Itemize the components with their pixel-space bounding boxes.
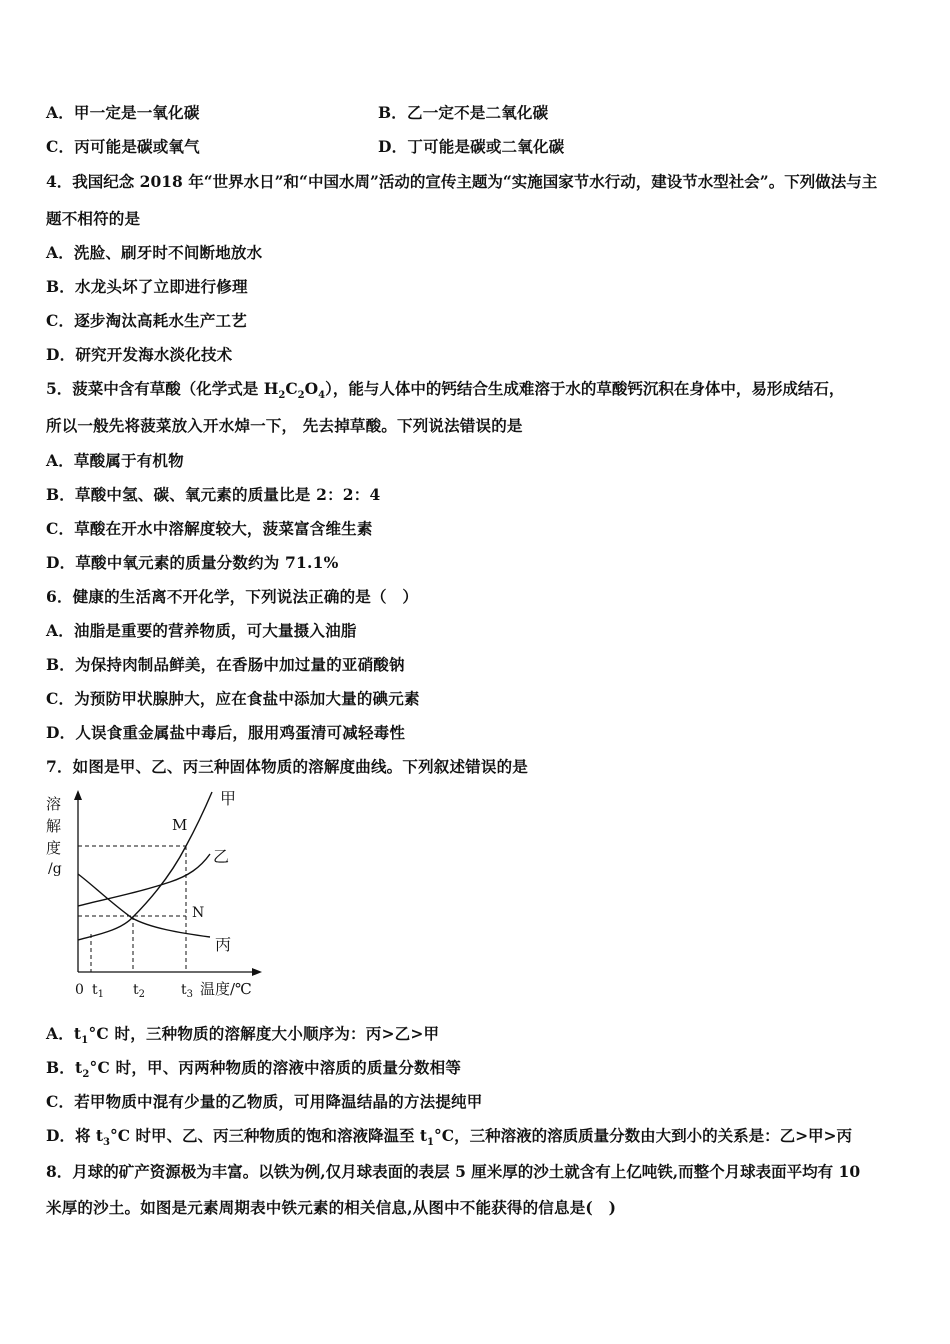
solubility-curve-figure bbox=[40, 782, 280, 1004]
q4-option-c: C．逐步淘汰高耗水生产工艺 bbox=[46, 311, 247, 330]
q7-option-a: A．$t_1^\circ C$ 时，三种物质的溶解度大小顺序为：丙>乙>甲 bbox=[46, 1024, 440, 1047]
q5-option-d: D．草酸中氧元素的质量分数约为 71.1% bbox=[46, 553, 339, 572]
q6-option-b: B．为保持肉制品鲜美，在香肠中加过量的亚硝酸钠 bbox=[46, 655, 405, 674]
q4-stem-line2: 题不相符的是 bbox=[46, 209, 141, 228]
q3-option-b: B．乙一定不是二氧化碳 bbox=[378, 103, 549, 122]
q8-stem-line1: 8．月球的矿产资源极为丰富。以铁为例,仅月球表面的表层 5 厘米厚的沙土就含有上亿吨铁,而整个月球表面平均有 10 bbox=[46, 1162, 861, 1181]
y-label-1: 溶 bbox=[46, 795, 62, 813]
curve-jia-label: 甲 bbox=[220, 789, 237, 808]
q7-option-d: D．将 $t_3^\circ C$ 时甲、乙、丙三种物质的饱和溶液降温至 $t_1^\circ C$，三种溶液的溶质质量分数由大到小的关系是：乙>甲>丙 bbox=[46, 1126, 853, 1149]
y-label-4: /g bbox=[48, 861, 62, 877]
q5-option-c: C．草酸在开水中溶解度较大，菠菜富含维生素 bbox=[46, 519, 373, 538]
q4-option-a: A．洗脸、刷牙时不间断地放水 bbox=[46, 243, 263, 262]
curve-bing-label: 丙 bbox=[215, 935, 232, 954]
x-axis-arrow bbox=[252, 968, 262, 976]
tick-t3: $t_3$ bbox=[181, 982, 194, 1000]
q7-stem: 7．如图是甲、乙、丙三种固体物质的溶解度曲线。下列叙述错误的是 bbox=[46, 757, 528, 776]
q5-option-b: B．草酸中氢、碳、氧元素的质量比是 2：2：4 bbox=[46, 485, 381, 504]
point-m-label: M bbox=[172, 816, 188, 834]
q5-option-a: A．草酸属于有机物 bbox=[46, 451, 184, 470]
q4-option-d: D．研究开发海水淡化技术 bbox=[46, 345, 233, 364]
y-label-3: 度 bbox=[46, 839, 62, 857]
q4-stem-line1: 4．我国纪念 2018 年“世界水日”和“中国水周”活动的宣传主题为“实施国家节水行动，建设节水型社会”。下列做法与主 bbox=[46, 172, 878, 191]
q6-option-c: C．为预防甲状腺肿大，应在食盐中添加大量的碘元素 bbox=[46, 689, 420, 708]
y-label-2: 解 bbox=[46, 817, 62, 835]
q6-option-a: A．油脂是重要的营养物质，可大量摄入油脂 bbox=[46, 621, 357, 640]
oxalic-acid-formula: $H_2C_2O_4$ bbox=[263, 379, 326, 402]
q8-stem-line2: 米厚的沙土。如图是元素周期表中铁元素的相关信息,从图中不能获得的信息是( ) bbox=[46, 1198, 617, 1217]
q5-stem-line1: 5．菠菜中含有草酸（化学式是 $H_2C_2O_4$），能与人体中的钙结合生成难溶于水的草酸钙沉积在身体中，易形成结石， bbox=[46, 379, 845, 402]
q3-option-d: D．丁可能是碳或二氧化碳 bbox=[378, 137, 565, 156]
q7-option-b: B．$t_2^\circ C$ 时，甲、丙两种物质的溶液中溶质的质量分数相等 bbox=[46, 1058, 462, 1081]
y-axis-arrow bbox=[74, 790, 82, 800]
point-n-label: N bbox=[192, 905, 205, 921]
q5-stem-line2: 所以一般先将菠菜放入开水焯一下， 先去掉草酸。下列说法错误的是 bbox=[46, 416, 523, 435]
x-axis-label: 温度/℃ bbox=[200, 980, 252, 998]
q7-option-c: C．若甲物质中混有少量的乙物质，可用降温结晶的方法提纯甲 bbox=[46, 1092, 483, 1111]
q3-option-c: C．丙可能是碳或氧气 bbox=[46, 137, 200, 156]
origin-label: 0 bbox=[75, 982, 84, 998]
tick-t1: $t_1$ bbox=[92, 982, 105, 1000]
q3-option-a: A．甲一定是一氧化碳 bbox=[46, 103, 200, 122]
q4-option-b: B．水龙头坏了立即进行修理 bbox=[46, 277, 248, 296]
curve-yi-label: 乙 bbox=[213, 847, 230, 866]
q6-stem: 6．健康的生活离不开化学，下列说法正确的是（ ） bbox=[46, 587, 419, 606]
tick-t2: $t_2$ bbox=[133, 982, 146, 1000]
q6-option-d: D．人误食重金属盐中毒后，服用鸡蛋清可减轻毒性 bbox=[46, 723, 406, 742]
curve-yi bbox=[78, 854, 210, 906]
